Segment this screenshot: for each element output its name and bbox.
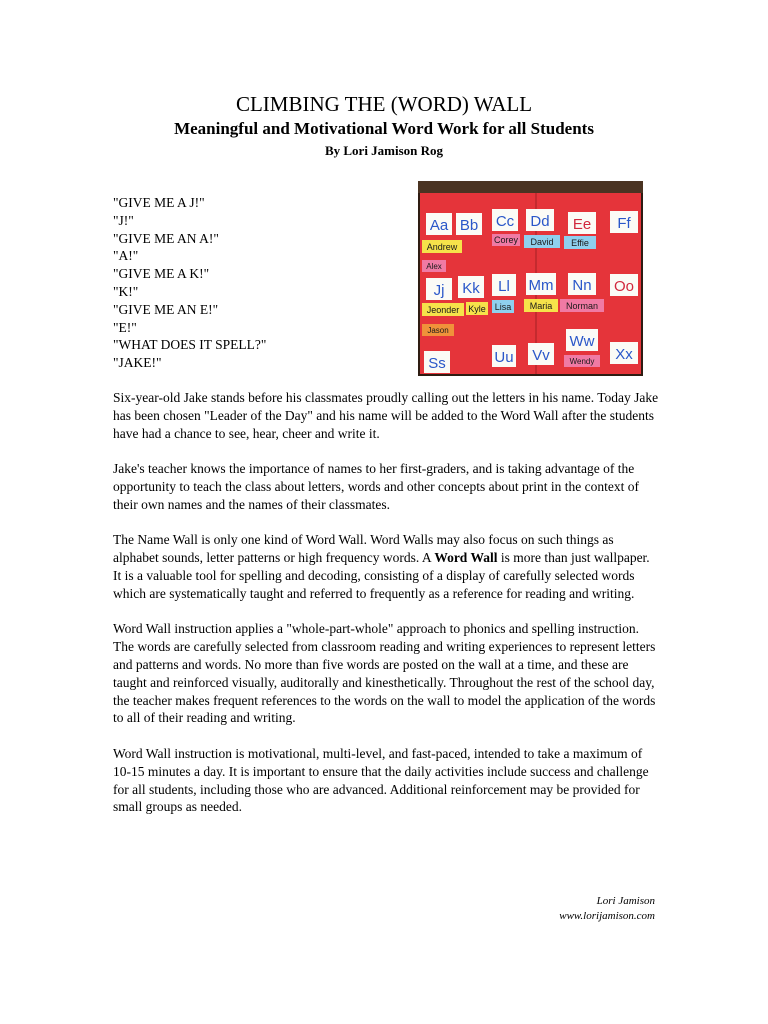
svg-text:Corey: Corey — [493, 235, 519, 245]
svg-text:Ll: Ll — [498, 278, 510, 295]
svg-text:Alex: Alex — [426, 262, 442, 271]
svg-text:Norman: Norman — [565, 301, 599, 311]
chant-line: "A!" — [113, 248, 139, 264]
svg-text:David: David — [530, 237, 554, 247]
svg-text:Kk: Kk — [462, 280, 480, 297]
footer-website: www.lorijamison.com — [559, 910, 655, 922]
letter-card — [458, 276, 484, 298]
letter-card — [610, 274, 638, 296]
chant-line: "GIVE ME AN E!" — [113, 301, 219, 317]
author-byline: By Lori Jamison Rog — [324, 143, 444, 158]
page-title: CLIMBING THE (WORD) WALL — [235, 92, 533, 116]
svg-text:Kyle: Kyle — [468, 304, 486, 314]
svg-text:Ff: Ff — [617, 215, 631, 232]
page-subtitle: Meaningful and Motivational Word Work for all Students — [174, 119, 594, 138]
letter-card — [492, 209, 518, 231]
letter-card — [456, 213, 482, 235]
svg-text:Ss: Ss — [428, 355, 446, 372]
name-card — [422, 303, 464, 316]
paragraph: Word Wall instruction applies a "whole-part-whole" approach to phonics and spelling instruction. The words are carefully selected from classroom reading and writing experiences to represent letters and patterns and words. No more than five words are posted on the wall at a time, and these are taught and reinforced visually, auditorally and kinesthetically. Throughout the rest of the school day, the teacher makes frequent references to the words on the wall to model the application of the words to all of their reading and writing. — [113, 621, 656, 726]
svg-text:Xx: Xx — [615, 346, 633, 363]
chant-line: "GIVE ME A J!" — [113, 195, 205, 210]
page-footer — [559, 894, 655, 924]
svg-text:Cc: Cc — [495, 213, 515, 230]
letter-card — [610, 211, 638, 233]
letter-card — [566, 329, 598, 351]
name-card — [564, 236, 596, 249]
svg-text:Wendy: Wendy — [569, 357, 595, 366]
svg-text:Vv: Vv — [532, 347, 550, 364]
name-card — [524, 299, 558, 312]
letter-card — [426, 278, 452, 300]
letter-card — [528, 343, 554, 365]
name-card — [422, 240, 462, 253]
svg-text:Maria: Maria — [529, 301, 553, 311]
paragraph: Jake's teacher knows the importance of names to her first-graders, and is taking advantage of the opportunity to teach the class about letters, words and other concepts about print in the context of their own names and the names of their classmates. — [113, 461, 639, 512]
svg-text:Jj: Jj — [433, 282, 445, 299]
chant-line: "GIVE ME AN A!" — [113, 230, 219, 246]
svg-text:Nn: Nn — [572, 277, 592, 294]
name-card — [560, 299, 604, 312]
word-wall-term: Word Wall — [434, 550, 498, 566]
name-card — [422, 260, 446, 272]
svg-text:Dd: Dd — [530, 213, 550, 230]
name-card — [492, 234, 520, 246]
svg-text:Lisa: Lisa — [494, 302, 512, 312]
letter-card — [526, 273, 556, 295]
word-wall-photo — [418, 181, 643, 376]
letter-card — [492, 345, 516, 367]
svg-text:Ee: Ee — [572, 216, 592, 233]
letter-card — [568, 273, 596, 295]
paragraph: Word Wall instruction is motivational, multi-level, and fast-paced, intended to take a maximum of 10-15 minutes a day. It is important to ensure that the daily activities include success and challenge for all students, including those who are advanced. Additional reinforcement may be provided for small groups as needed. — [113, 745, 649, 815]
name-card — [524, 235, 560, 248]
letter-card — [526, 209, 554, 231]
svg-text:Bb: Bb — [459, 217, 479, 234]
paragraph: Six-year-old Jake stands before his classmates proudly calling out the letters in his name. Today Jake has been chosen "Leader of the Day" and his name will be added to the Word Wall after the students have had a chance to see, hear, cheer and write it. — [113, 390, 659, 441]
paragraph: The Name Wall is only one kind of Word Wall. Word Walls may also focus on such things as alphabet sounds, letter patterns or high frequency words. A Word Wall is more than just wallpaper. It is a valuable tool for spelling and decoding, consisting of a display of carefully selected words which are systematically taught and referred to frequently as a reference for reading and writing. — [113, 532, 650, 601]
chant-line: "JAKE!" — [113, 355, 162, 371]
svg-text:Mm: Mm — [528, 277, 554, 294]
svg-text:Oo: Oo — [613, 278, 635, 295]
letter-card — [424, 351, 450, 373]
svg-text:Jason: Jason — [427, 326, 449, 335]
letter-card — [426, 213, 452, 235]
chant-line: "E!" — [113, 319, 137, 335]
chant-block — [113, 194, 393, 372]
name-card — [466, 302, 488, 315]
svg-text:Andrew: Andrew — [426, 242, 458, 252]
svg-text:Jeonder: Jeonder — [426, 305, 460, 315]
chant-line: "WHAT DOES IT SPELL?" — [113, 337, 267, 353]
letter-card — [610, 342, 638, 364]
article-body — [113, 389, 661, 834]
name-card — [492, 300, 514, 313]
name-card — [422, 324, 454, 336]
svg-text:Effie: Effie — [571, 238, 589, 248]
name-card — [564, 355, 600, 367]
svg-text:Ww: Ww — [569, 333, 595, 350]
chant-line: "GIVE ME A K!" — [113, 266, 210, 282]
word-wall-photo-svg — [418, 181, 643, 376]
svg-text:Uu: Uu — [494, 349, 514, 366]
chant-line: "K!" — [113, 283, 139, 299]
footer-author: Lori Jamison — [596, 895, 655, 907]
chant-line: "J!" — [113, 212, 134, 228]
svg-text:Aa: Aa — [429, 217, 449, 234]
letter-card — [568, 212, 596, 234]
letter-card — [492, 274, 516, 296]
